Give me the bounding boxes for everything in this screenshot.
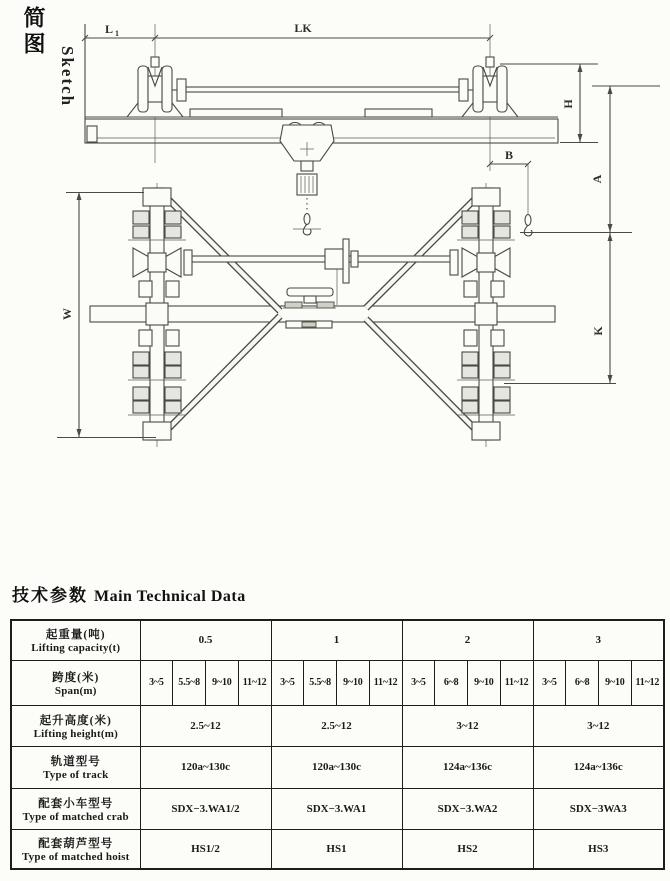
capacity-value: 2 [402, 620, 533, 660]
sketch-title-en: Sketch [58, 46, 77, 108]
table-row-track [11, 746, 664, 788]
row-label-height: 起升高度(米) Lifting height(m) [11, 705, 140, 746]
svg-text:1: 1 [115, 29, 119, 38]
span-value: 3~5 [271, 660, 304, 705]
span-value: 6~8 [566, 660, 599, 705]
hoist-clamp-trolley [280, 123, 334, 215]
span-value: 11~12 [369, 660, 402, 705]
sketch-title-zh: 简图 [21, 6, 46, 58]
span-value: 9~10 [206, 660, 239, 705]
crab-value: SDX−3.WA1/2 [140, 788, 271, 829]
svg-text:H: H [561, 99, 575, 109]
row-label-crab: 配套小车型号 Type of matched crab [11, 788, 140, 829]
table-row-crab [11, 788, 664, 829]
span-value: 6~8 [435, 660, 468, 705]
diagonal-brace-bottom-left [167, 316, 280, 430]
span-value: 9~10 [337, 660, 370, 705]
row-label-capacity: 起重量(吨) Lifting capacity(t) [11, 620, 140, 660]
technical-data-table [10, 619, 665, 870]
row-label-span: 跨度(米) Span(m) [11, 660, 140, 705]
svg-text:L: L [104, 22, 114, 36]
section-heading-en: Main Technical Data [94, 588, 246, 605]
svg-text:W: W [60, 308, 74, 320]
hoist-hook [293, 214, 321, 236]
span-value: 9~10 [468, 660, 501, 705]
span-value: 3~5 [402, 660, 435, 705]
hoist-value: HS3 [533, 829, 664, 869]
svg-text:A: A [590, 174, 604, 184]
beam-top-channels [190, 109, 432, 117]
height-value: 3~12 [402, 705, 533, 746]
table-row-capacity [11, 620, 664, 660]
hoist-value: HS1 [271, 829, 402, 869]
table-row-span [11, 660, 664, 705]
span-value: 11~12 [238, 660, 271, 705]
height-value: 2.5~12 [140, 705, 271, 746]
diagonal-brace-top-right [366, 198, 476, 308]
row-label-track: 轨道型号 Type of track [11, 746, 140, 788]
plan-hoist-trolley [283, 288, 336, 328]
span-value: 9~10 [599, 660, 632, 705]
span-value: 5.5~8 [304, 660, 337, 705]
table-row-height [11, 705, 664, 746]
svg-text:B: B [504, 148, 514, 162]
drive-shaft [172, 79, 473, 101]
capacity-value: 0.5 [140, 620, 271, 660]
hoist-value: HS1/2 [140, 829, 271, 869]
height-value: 3~12 [533, 705, 664, 746]
span-value: 5.5~8 [173, 660, 206, 705]
track-value: 120a~130c [140, 746, 271, 788]
crab-value: SDX−3.WA1 [271, 788, 402, 829]
hoist-value: HS2 [402, 829, 533, 869]
span-value: 11~12 [500, 660, 533, 705]
capacity-value: 3 [533, 620, 664, 660]
track-value: 120a~130c [271, 746, 402, 788]
section-heading-zh: 技术参数 [12, 586, 88, 605]
span-value: 11~12 [631, 660, 664, 705]
track-value: 124a~136c [402, 746, 533, 788]
table-row-hoist [11, 829, 664, 869]
svg-text:LK: LK [294, 21, 312, 35]
section-heading [12, 581, 246, 606]
track-value: 124a~136c [533, 746, 664, 788]
span-value: 3~5 [533, 660, 566, 705]
crab-value: SDX−3.WA2 [402, 788, 533, 829]
crab-value: SDX−3WA3 [533, 788, 664, 829]
dim-b [487, 148, 531, 167]
row-label-hoist: 配套葫芦型号 Type of matched hoist [11, 829, 140, 869]
svg-text:K: K [591, 326, 605, 336]
height-value: 2.5~12 [271, 705, 402, 746]
reference-hook [524, 164, 532, 236]
diagonal-brace-bottom-right [366, 319, 476, 430]
plan-view [90, 183, 555, 447]
capacity-value: 1 [271, 620, 402, 660]
span-value: 3~5 [140, 660, 173, 705]
